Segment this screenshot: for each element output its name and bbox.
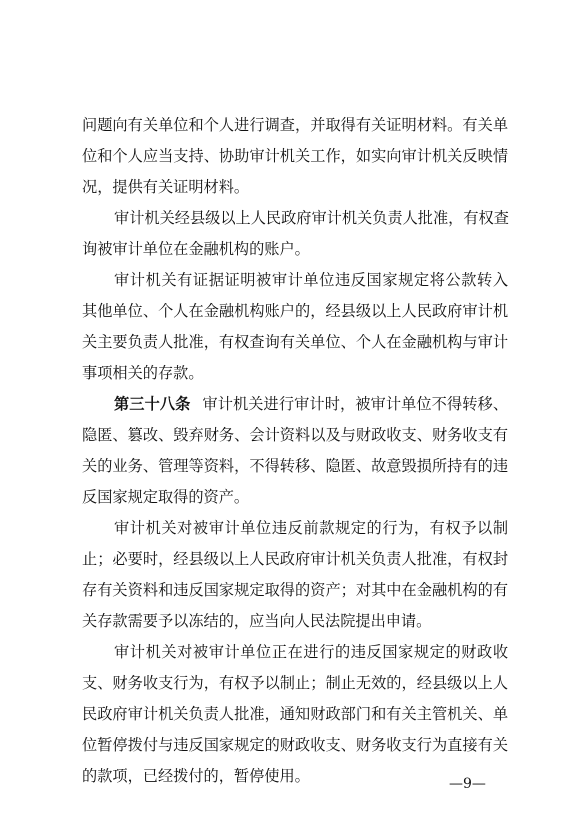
text-line: 审计机关对被审计单位违反前款规定的行为，有权予以制 [114, 519, 508, 537]
text-line: 隐匿、篡改、毁弃财务、会计资料以及与财政收支、财务收支有 [82, 426, 508, 444]
text-line: 其他单位、个人在金融机构账户的，经县级以上人民政府审计机 [82, 302, 508, 320]
text-line: 审计机关有证据证明被审计单位违反国家规定将公款转入 [114, 271, 508, 289]
text-line: 审计机关对被审计单位正在进行的违反国家规定的财政收 [114, 643, 508, 661]
text-line: 位暂停拨付与违反国家规定的财政收支、财务收支行为直接有关 [82, 736, 508, 754]
text-line: 事项相关的存款。 [82, 364, 204, 382]
paragraph-1 [82, 110, 508, 203]
text-line: 位和个人应当支持、协助审计机关工作，如实向审计机关反映情 [82, 147, 508, 165]
page-number: —9— [449, 776, 486, 792]
text-line: 关主要负责人批准，有权查询有关单位、个人在金融机构与审计 [82, 333, 508, 351]
text-line-body: 审计机关进行审计时，被审计单位不得转移、 [202, 395, 509, 413]
text-line: 问题向有关单位和个人进行调查，并取得有关证明材料。有关单 [82, 116, 508, 134]
text-line: 止；必要时，经县级以上人民政府审计机关负责人批准，有权封 [82, 550, 508, 568]
text-line: 况，提供有关证明材料。 [82, 178, 250, 196]
paragraph-5 [82, 513, 508, 637]
text-line: 询被审计单位在金融机构的账户。 [82, 240, 310, 258]
document-body [82, 110, 508, 792]
article-heading: 第三十八条 [114, 395, 191, 413]
paragraph-2 [82, 203, 508, 265]
paragraph-3 [82, 265, 508, 389]
text-line: 审计机关经县级以上人民政府审计机关负责人批准，有权查 [114, 209, 509, 227]
paragraph-6 [82, 637, 508, 792]
article-38 [82, 389, 508, 513]
text-line: 反国家规定取得的资产。 [82, 488, 250, 506]
text-line: 关存款需要予以冻结的，应当向人民法院提出申请。 [82, 612, 432, 630]
text-line: 的款项，已经拨付的，暂停使用。 [82, 767, 310, 785]
text-line: 支、财务收支行为，有权予以制止；制止无效的，经县级以上人 [82, 674, 508, 692]
text-line: 民政府审计机关负责人批准，通知财政部门和有关主管机关、单 [82, 705, 508, 723]
text-line: 关的业务、管理等资料，不得转移、隐匿、故意毁损所持有的违 [82, 457, 508, 475]
text-line: 存有关资料和违反国家规定取得的资产；对其中在金融机构的有 [82, 581, 508, 599]
text-line [82, 389, 508, 420]
